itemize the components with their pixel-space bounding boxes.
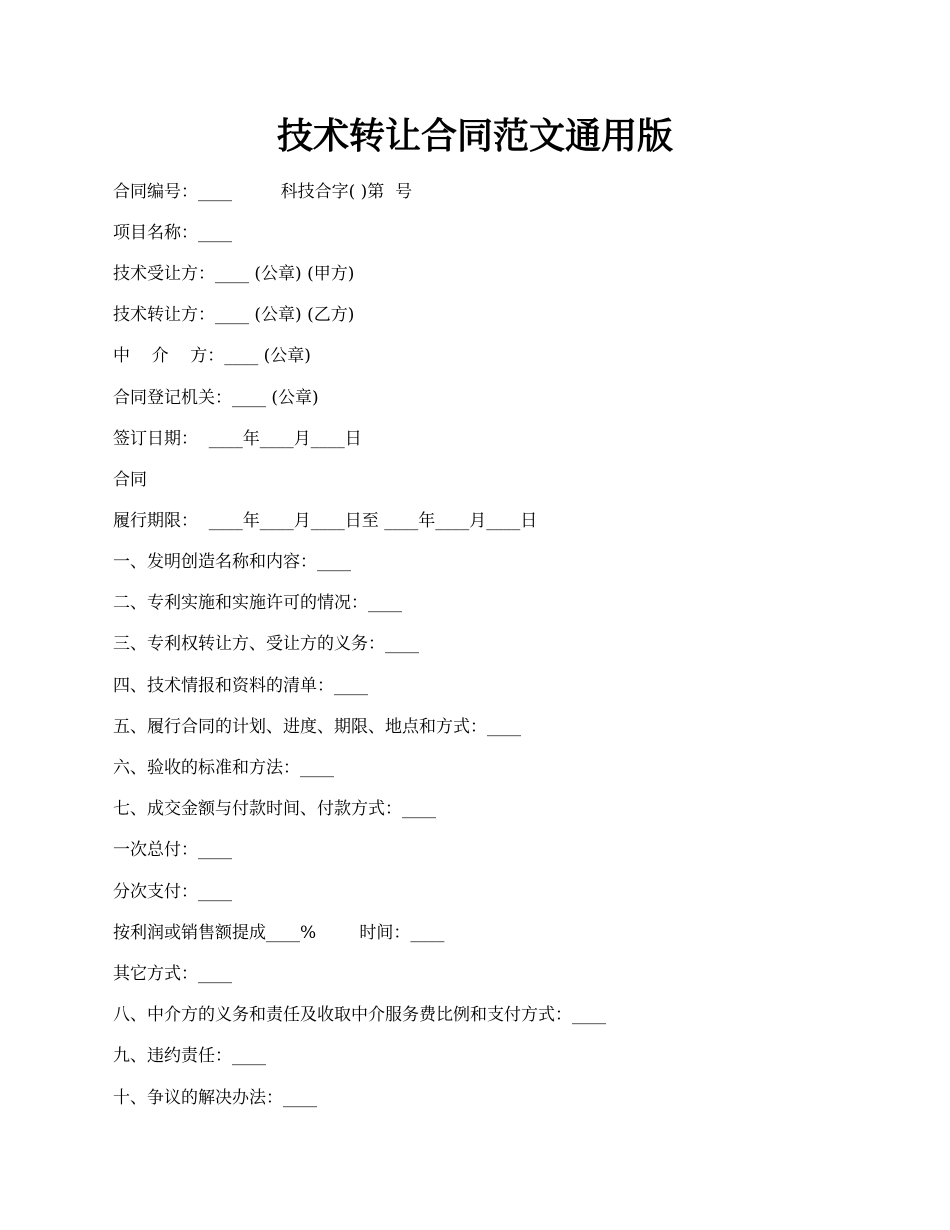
clause-5: 五、履行合同的计划、进度、期限、地点和方式：____ <box>113 717 521 737</box>
payment-lump-sum-line: 一次总付：____ <box>113 840 232 860</box>
transferor-line: 技术转让方：____ (公章) (乙方) <box>113 305 355 325</box>
clause-6: 六、验收的标准和方法：____ <box>113 758 334 778</box>
clause-2: 二、专利实施和实施许可的情况：____ <box>113 593 402 613</box>
signing-date-line: 签订日期： ____年____月____日 <box>113 429 362 449</box>
payment-royalty-line: 按利润或销售额提成____% 时间：____ <box>113 923 445 943</box>
contract-number-line: 合同编号：____ 科技合字( )第 号 <box>113 182 413 202</box>
clause-1: 一、发明创造名称和内容：____ <box>113 552 351 572</box>
document-title: 技术转让合同范文通用版 <box>276 115 673 157</box>
payment-other-line: 其它方式：____ <box>113 964 232 984</box>
clause-7: 七、成交金额与付款时间、付款方式：____ <box>113 799 436 819</box>
payment-installments-line: 分次支付：____ <box>113 882 232 902</box>
intermediary-line: 中 介 方：____ (公章) <box>113 346 311 366</box>
clause-3: 三、专利权转让方、受让方的义务：____ <box>113 634 419 654</box>
performance-period-line: 履行期限： ____年____月____日至 ____年____月____日 <box>113 511 538 531</box>
project-name-line: 项目名称：____ <box>113 223 232 243</box>
clause-8: 八、中介方的义务和责任及收取中介服务费比例和支付方式：____ <box>113 1005 606 1025</box>
transferee-line: 技术受让方：____ (公章) (甲方) <box>113 264 355 284</box>
contract-heading: 合同 <box>113 470 147 490</box>
clause-10: 十、争议的解决办法：____ <box>113 1088 317 1108</box>
clause-4: 四、技术情报和资料的清单：____ <box>113 676 368 696</box>
registration-authority-line: 合同登记机关：____ (公章) <box>113 388 319 408</box>
clause-9: 九、违约责任：____ <box>113 1046 266 1066</box>
